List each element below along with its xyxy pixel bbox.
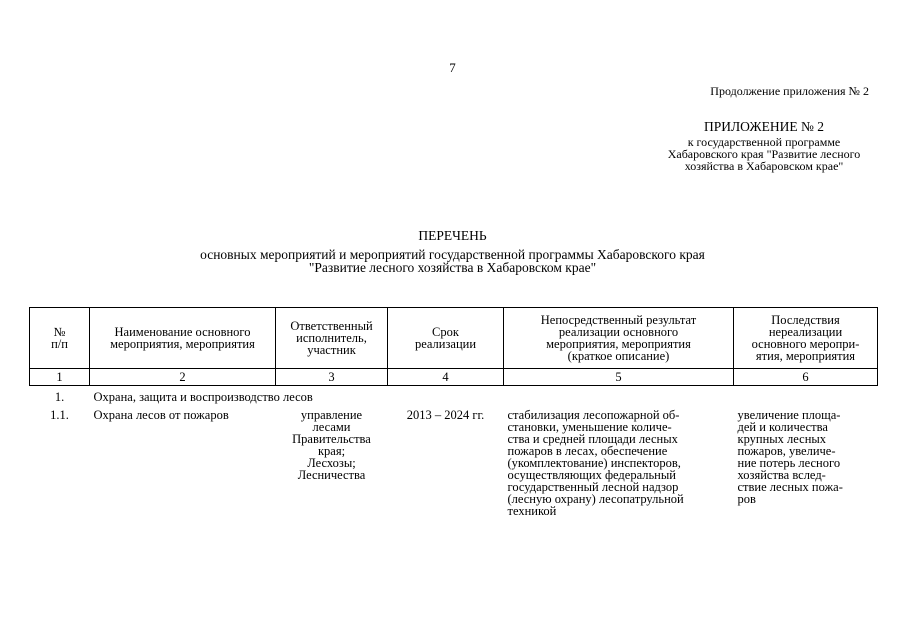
header-cell-executor: Ответственный исполнитель, участник	[276, 308, 388, 369]
column-number: 1	[30, 369, 90, 386]
column-number: 4	[388, 369, 504, 386]
header-cell-result: Непосредственный результат реализации основного мероприятия, мероприятия (краткое описание)	[504, 308, 734, 369]
section-row	[30, 386, 878, 405]
column-number: 5	[504, 369, 734, 386]
column-number: 2	[90, 369, 276, 386]
header-cell-period: Срок реализации	[388, 308, 504, 369]
row-consequences: увеличение площа- дей и количества крупных лесных пожаров, увеличе- ние потерь лесного хозяйства вслед- ствие лесных пожа- ров	[737, 408, 843, 506]
column-number: 6	[734, 369, 878, 386]
row-name: Охрана лесов от пожаров	[93, 408, 229, 422]
list-title: ПЕРЕЧЕНЬ	[418, 228, 487, 243]
row-period: 2013 – 2024 гг.	[406, 408, 485, 422]
row-result: стабилизация лесопожарной об- становки, уменьшение количе- ства и средней площади лесных пожаров в лесах, обеспечение (укомплектование) инспекторов, осуществляющих федеральный государственный лесной надзор (лесную охрану) лесопатрульной техникой	[507, 408, 684, 518]
measures-table	[29, 307, 878, 517]
column-number-row	[30, 369, 878, 386]
row-executor: управление лесами Правительства края; Лесхозы; Лесничества	[292, 408, 371, 482]
header-cell-name: Наименование основного мероприятия, мероприятия	[90, 308, 276, 369]
page-number: 7	[449, 60, 456, 75]
row-number: 1.1.	[50, 408, 69, 422]
section-title: Охрана, защита и воспроизводство лесов	[93, 390, 313, 404]
appendix-subtitle: к государственной программе Хабаровского края "Развитие лесного хозяйства в Хабаровском крае"	[667, 135, 861, 173]
section-number: 1.	[54, 390, 65, 404]
header-cell-number: № п/п	[30, 308, 90, 369]
header-cell-consequences: Последствия нереализации основного меропри- ятия, мероприятия	[734, 308, 878, 369]
table-header-row	[30, 308, 878, 369]
appendix-title: ПРИЛОЖЕНИЕ № 2	[703, 119, 825, 134]
list-subtitle: основных мероприятий и мероприятий государственной программы Хабаровского края "Развитие лесного хозяйства в Хабаровском крае"	[200, 247, 705, 275]
continuation-note: Продолжение приложения № 2	[710, 84, 869, 98]
table-row	[30, 404, 878, 517]
column-number: 3	[276, 369, 388, 386]
